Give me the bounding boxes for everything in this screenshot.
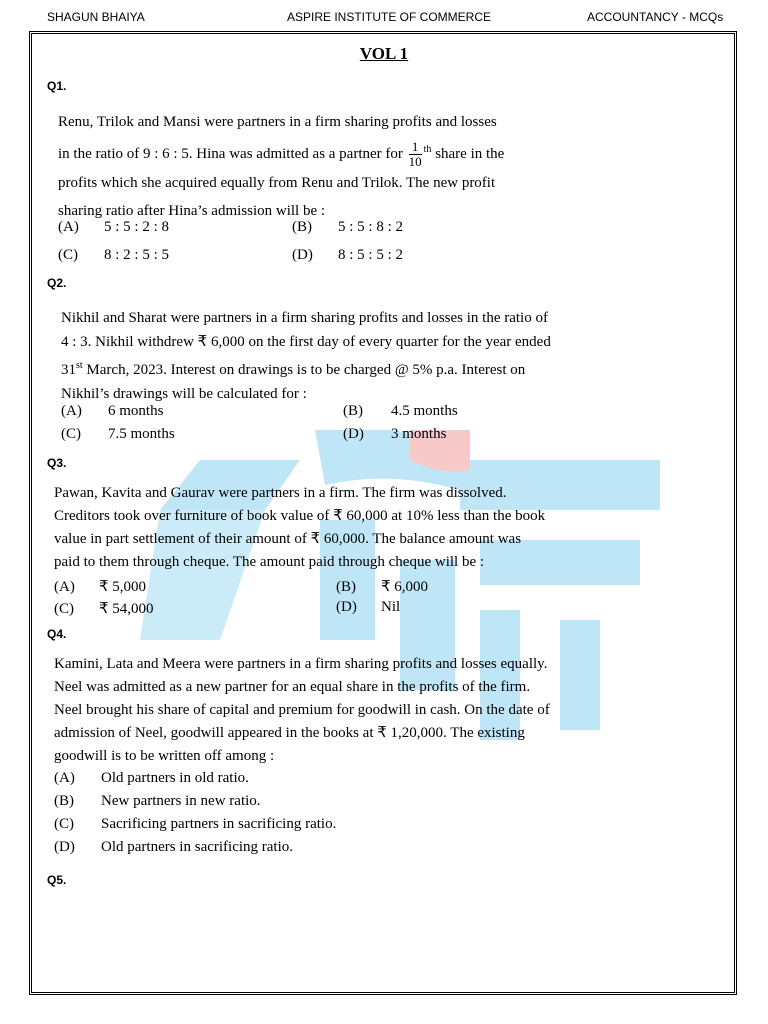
q2-option-d: (D) 3 months bbox=[343, 426, 447, 442]
q3-line-1: Pawan, Kavita and Gaurav were partners in a firm. The firm was dissolved. bbox=[54, 485, 507, 501]
q3-option-b: (B) ₹ 6,000 bbox=[336, 579, 429, 595]
q3-option-d: (D) Nil bbox=[336, 599, 401, 615]
question-label-q3: Q3. bbox=[47, 456, 67, 470]
q4-option-c: (C) Sacrificing partners in sacrificing ratio. bbox=[54, 816, 337, 832]
q2-option-a: (A) 6 months bbox=[61, 403, 164, 419]
page-title: VOL 1 bbox=[359, 44, 409, 63]
q1-option-c: (C) 8 : 2 : 5 : 5 bbox=[58, 247, 170, 263]
question-label-q5: Q5. bbox=[47, 873, 67, 887]
q4-option-d: (D) Old partners in sacrificing ratio. bbox=[54, 839, 294, 855]
q3-line-2: Creditors took over furniture of book value of ₹ 60,000 at 10% less than the book bbox=[54, 508, 546, 524]
q4-line-4: admission of Neel, goodwill appeared in the books at ₹ 1,20,000. The existing bbox=[54, 725, 525, 741]
q4-line-3: Neel brought his share of capital and premium for goodwill in cash. On the date of bbox=[54, 702, 550, 718]
question-text-q4 bbox=[54, 653, 590, 768]
header-institute: ASPIRE INSTITUTE OF COMMERCE bbox=[287, 10, 492, 24]
q2-line-4: Nikhil’s drawings will be calculated for : bbox=[61, 386, 307, 402]
q2-option-c: (C) 7.5 months bbox=[61, 426, 175, 442]
q1-line-2-text: in the ratio of 9 : 6 : 5. Hina was admitted as a partner for bbox=[58, 146, 403, 162]
q1-fraction-denominator: 10 bbox=[408, 154, 422, 170]
q1-line-4: sharing ratio after Hina’s admission will be : bbox=[58, 203, 326, 220]
q1-option-b: (B) 5 : 5 : 8 : 2 bbox=[292, 219, 404, 235]
q1-option-d: (D) 8 : 5 : 5 : 2 bbox=[292, 247, 404, 263]
q4-option-a: (A) Old partners in old ratio. bbox=[54, 770, 249, 786]
q2-option-b: (B) 4.5 months bbox=[343, 403, 458, 419]
header-subject: ACCOUNTANCY - MCQs bbox=[587, 10, 724, 24]
q3-option-a: (A) ₹ 5,000 bbox=[54, 579, 147, 595]
q1-line-2-end: share in the bbox=[435, 146, 505, 162]
q4-option-b: (B) New partners in new ratio. bbox=[54, 793, 261, 809]
q2-line-2: 4 : 3. Nikhil withdrew ₹ 6,000 on the first day of every quarter for the year ended bbox=[61, 334, 551, 350]
q1-fraction-suffix: th bbox=[423, 144, 432, 155]
q2-line-1: Nikhil and Sharat were partners in a firm sharing profits and losses in the ratio of bbox=[61, 310, 548, 326]
q1-option-a: (A) 5 : 5 : 2 : 8 bbox=[58, 219, 170, 235]
question-text-q2 bbox=[61, 306, 601, 406]
q4-line-5: goodwill is to be written off among : bbox=[54, 748, 275, 764]
q1-line-1: Renu, Trilok and Mansi were partners in a firm sharing profits and losses bbox=[58, 114, 497, 130]
q3-option-c: (C) ₹ 54,000 bbox=[54, 601, 154, 617]
q2-line-3: 31st March, 2023. Interest on drawings is to be charged @ 5% p.a. Interest on bbox=[61, 360, 526, 378]
q4-line-2: Neel was admitted as a new partner for an equal share in the profits of the firm. bbox=[54, 679, 531, 695]
question-label-q4: Q4. bbox=[47, 627, 67, 641]
question-label-q2: Q2. bbox=[47, 276, 67, 290]
question-label-q1: Q1. bbox=[47, 79, 67, 93]
q1-line-3: profits which she acquired equally from Renu and Trilok. The new profit bbox=[58, 175, 496, 192]
q4-line-1: Kamini, Lata and Meera were partners in a firm sharing profits and losses equally. bbox=[54, 656, 548, 672]
q3-line-4: paid to them through cheque. The amount paid through cheque will be : bbox=[54, 554, 485, 570]
q3-line-3: value in part settlement of their amount of ₹ 60,000. The balance amount was bbox=[54, 531, 522, 547]
question-text-q1 bbox=[58, 108, 558, 225]
question-text-q3 bbox=[54, 482, 588, 574]
q1-fraction bbox=[409, 140, 422, 169]
header-author: SHAGUN BHAIYA bbox=[47, 10, 145, 24]
q1-line-2 bbox=[58, 136, 558, 169]
q1-fraction-numerator: 1 bbox=[409, 140, 422, 155]
